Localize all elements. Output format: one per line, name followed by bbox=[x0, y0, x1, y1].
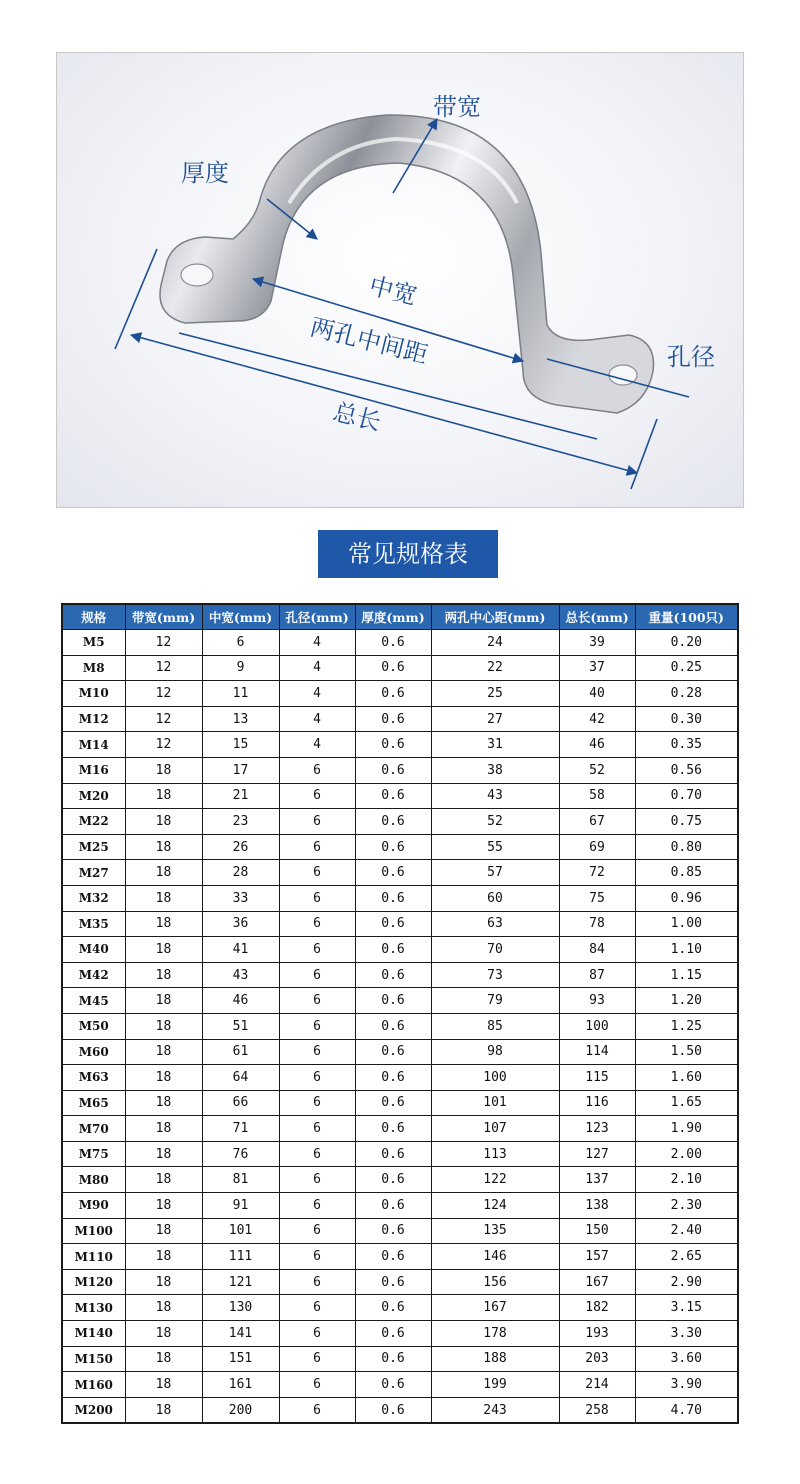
cell-spec: M12 bbox=[62, 706, 125, 732]
cell-hole-center-distance: 57 bbox=[431, 860, 559, 886]
cell-middle-width: 51 bbox=[202, 1013, 279, 1039]
cell-middle-width: 81 bbox=[202, 1167, 279, 1193]
cell-weight: 0.28 bbox=[635, 681, 738, 707]
cell-spec: M45 bbox=[62, 988, 125, 1014]
cell-total-length: 67 bbox=[559, 809, 635, 835]
cell-middle-width: 61 bbox=[202, 1039, 279, 1065]
table-row bbox=[62, 1269, 738, 1295]
cell-thickness: 0.6 bbox=[355, 757, 431, 783]
cell-spec: M27 bbox=[62, 860, 125, 886]
cell-band-width: 18 bbox=[125, 1090, 202, 1116]
band-width-label: 带宽 bbox=[433, 93, 481, 121]
cell-middle-width: 66 bbox=[202, 1090, 279, 1116]
spec-table bbox=[61, 603, 739, 1424]
cell-total-length: 84 bbox=[559, 937, 635, 963]
header-hole-diameter: 孔径(mm) bbox=[279, 604, 355, 630]
cell-middle-width: 13 bbox=[202, 706, 279, 732]
cell-spec: M110 bbox=[62, 1244, 125, 1270]
table-row bbox=[62, 937, 738, 963]
cell-total-length: 37 bbox=[559, 655, 635, 681]
cell-weight: 2.10 bbox=[635, 1167, 738, 1193]
cell-thickness: 0.6 bbox=[355, 1295, 431, 1321]
cell-hole-diameter: 6 bbox=[279, 885, 355, 911]
cell-total-length: 116 bbox=[559, 1090, 635, 1116]
cell-spec: M200 bbox=[62, 1397, 125, 1423]
cell-band-width: 12 bbox=[125, 630, 202, 656]
cell-spec: M90 bbox=[62, 1193, 125, 1219]
table-row bbox=[62, 885, 738, 911]
header-thickness: 厚度(mm) bbox=[355, 604, 431, 630]
cell-hole-center-distance: 52 bbox=[431, 809, 559, 835]
cell-weight: 0.85 bbox=[635, 860, 738, 886]
cell-thickness: 0.6 bbox=[355, 1244, 431, 1270]
cell-middle-width: 41 bbox=[202, 937, 279, 963]
cell-band-width: 18 bbox=[125, 783, 202, 809]
cell-band-width: 18 bbox=[125, 834, 202, 860]
cell-thickness: 0.6 bbox=[355, 732, 431, 758]
cell-total-length: 69 bbox=[559, 834, 635, 860]
cell-hole-center-distance: 100 bbox=[431, 1065, 559, 1091]
table-row bbox=[62, 911, 738, 937]
cell-total-length: 123 bbox=[559, 1116, 635, 1142]
table-row bbox=[62, 1167, 738, 1193]
cell-hole-center-distance: 122 bbox=[431, 1167, 559, 1193]
table-row bbox=[62, 1193, 738, 1219]
total-length-label: 总长 bbox=[330, 397, 384, 437]
cell-thickness: 0.6 bbox=[355, 937, 431, 963]
header-middle-width: 中宽(mm) bbox=[202, 604, 279, 630]
cell-thickness: 0.6 bbox=[355, 1065, 431, 1091]
cell-hole-diameter: 4 bbox=[279, 732, 355, 758]
cell-weight: 1.50 bbox=[635, 1039, 738, 1065]
cell-middle-width: 64 bbox=[202, 1065, 279, 1091]
table-row bbox=[62, 1090, 738, 1116]
cell-hole-center-distance: 101 bbox=[431, 1090, 559, 1116]
cell-hole-center-distance: 98 bbox=[431, 1039, 559, 1065]
cell-band-width: 18 bbox=[125, 1167, 202, 1193]
cell-spec: M5 bbox=[62, 630, 125, 656]
cell-spec: M160 bbox=[62, 1372, 125, 1398]
cell-middle-width: 91 bbox=[202, 1193, 279, 1219]
cell-thickness: 0.6 bbox=[355, 783, 431, 809]
table-row bbox=[62, 1372, 738, 1398]
cell-middle-width: 33 bbox=[202, 885, 279, 911]
cell-weight: 1.65 bbox=[635, 1090, 738, 1116]
cell-thickness: 0.6 bbox=[355, 706, 431, 732]
cell-hole-center-distance: 85 bbox=[431, 1013, 559, 1039]
cell-band-width: 18 bbox=[125, 1346, 202, 1372]
table-row bbox=[62, 732, 738, 758]
cell-total-length: 115 bbox=[559, 1065, 635, 1091]
table-row bbox=[62, 1321, 738, 1347]
cell-spec: M80 bbox=[62, 1167, 125, 1193]
cell-hole-diameter: 6 bbox=[279, 1218, 355, 1244]
cell-middle-width: 23 bbox=[202, 809, 279, 835]
cell-band-width: 18 bbox=[125, 1193, 202, 1219]
header-spec: 规格 bbox=[62, 604, 125, 630]
cell-spec: M65 bbox=[62, 1090, 125, 1116]
cell-hole-diameter: 6 bbox=[279, 1295, 355, 1321]
table-row bbox=[62, 1013, 738, 1039]
cell-hole-diameter: 6 bbox=[279, 1269, 355, 1295]
cell-total-length: 150 bbox=[559, 1218, 635, 1244]
cell-total-length: 114 bbox=[559, 1039, 635, 1065]
cell-middle-width: 28 bbox=[202, 860, 279, 886]
cell-weight: 1.20 bbox=[635, 988, 738, 1014]
cell-hole-center-distance: 27 bbox=[431, 706, 559, 732]
cell-thickness: 0.6 bbox=[355, 655, 431, 681]
cell-weight: 0.35 bbox=[635, 732, 738, 758]
cell-total-length: 93 bbox=[559, 988, 635, 1014]
cell-total-length: 167 bbox=[559, 1269, 635, 1295]
cell-hole-diameter: 6 bbox=[279, 1193, 355, 1219]
cell-weight: 4.70 bbox=[635, 1397, 738, 1423]
cell-weight: 0.75 bbox=[635, 809, 738, 835]
table-row bbox=[62, 630, 738, 656]
cell-hole-diameter: 6 bbox=[279, 988, 355, 1014]
cell-weight: 1.90 bbox=[635, 1116, 738, 1142]
hole-diameter-label: 孔径 bbox=[667, 343, 715, 371]
cell-total-length: 127 bbox=[559, 1141, 635, 1167]
cell-thickness: 0.6 bbox=[355, 860, 431, 886]
cell-weight: 1.15 bbox=[635, 962, 738, 988]
cell-hole-center-distance: 113 bbox=[431, 1141, 559, 1167]
cell-middle-width: 141 bbox=[202, 1321, 279, 1347]
cell-hole-center-distance: 43 bbox=[431, 783, 559, 809]
cell-hole-center-distance: 31 bbox=[431, 732, 559, 758]
cell-weight: 1.60 bbox=[635, 1065, 738, 1091]
cell-weight: 0.20 bbox=[635, 630, 738, 656]
cell-weight: 0.96 bbox=[635, 885, 738, 911]
table-header-row bbox=[62, 604, 738, 630]
cell-band-width: 18 bbox=[125, 1397, 202, 1423]
cell-band-width: 18 bbox=[125, 1321, 202, 1347]
cell-weight: 2.40 bbox=[635, 1218, 738, 1244]
cell-middle-width: 130 bbox=[202, 1295, 279, 1321]
cell-middle-width: 101 bbox=[202, 1218, 279, 1244]
cell-hole-diameter: 4 bbox=[279, 706, 355, 732]
cell-spec: M16 bbox=[62, 757, 125, 783]
cell-hole-center-distance: 70 bbox=[431, 937, 559, 963]
cell-hole-diameter: 6 bbox=[279, 1039, 355, 1065]
cell-band-width: 18 bbox=[125, 1065, 202, 1091]
cell-thickness: 0.6 bbox=[355, 1397, 431, 1423]
cell-spec: M20 bbox=[62, 783, 125, 809]
cell-hole-diameter: 6 bbox=[279, 1321, 355, 1347]
cell-spec: M60 bbox=[62, 1039, 125, 1065]
cell-weight: 3.30 bbox=[635, 1321, 738, 1347]
cell-hole-center-distance: 146 bbox=[431, 1244, 559, 1270]
cell-hole-center-distance: 124 bbox=[431, 1193, 559, 1219]
cell-middle-width: 26 bbox=[202, 834, 279, 860]
cell-middle-width: 76 bbox=[202, 1141, 279, 1167]
table-row bbox=[62, 783, 738, 809]
cell-total-length: 46 bbox=[559, 732, 635, 758]
cell-hole-diameter: 6 bbox=[279, 1167, 355, 1193]
cell-middle-width: 46 bbox=[202, 988, 279, 1014]
cell-weight: 3.60 bbox=[635, 1346, 738, 1372]
cell-hole-diameter: 6 bbox=[279, 1397, 355, 1423]
cell-hole-diameter: 6 bbox=[279, 1090, 355, 1116]
cell-thickness: 0.6 bbox=[355, 1039, 431, 1065]
cell-weight: 3.15 bbox=[635, 1295, 738, 1321]
table-row bbox=[62, 834, 738, 860]
cell-hole-center-distance: 178 bbox=[431, 1321, 559, 1347]
cell-thickness: 0.6 bbox=[355, 630, 431, 656]
thickness-label: 厚度 bbox=[181, 159, 229, 187]
cell-thickness: 0.6 bbox=[355, 1372, 431, 1398]
cell-total-length: 157 bbox=[559, 1244, 635, 1270]
hole-center-distance-label: 两孔中间距 bbox=[307, 312, 431, 370]
cell-weight: 1.00 bbox=[635, 911, 738, 937]
cell-hole-diameter: 6 bbox=[279, 1346, 355, 1372]
cell-total-length: 193 bbox=[559, 1321, 635, 1347]
cell-hole-diameter: 6 bbox=[279, 1065, 355, 1091]
cell-hole-center-distance: 63 bbox=[431, 911, 559, 937]
cell-band-width: 18 bbox=[125, 1218, 202, 1244]
cell-weight: 2.30 bbox=[635, 1193, 738, 1219]
cell-band-width: 18 bbox=[125, 988, 202, 1014]
cell-thickness: 0.6 bbox=[355, 1090, 431, 1116]
table-row bbox=[62, 1141, 738, 1167]
cell-spec: M150 bbox=[62, 1346, 125, 1372]
cell-hole-diameter: 6 bbox=[279, 962, 355, 988]
cell-total-length: 214 bbox=[559, 1372, 635, 1398]
cell-total-length: 58 bbox=[559, 783, 635, 809]
cell-spec: M42 bbox=[62, 962, 125, 988]
cell-hole-center-distance: 135 bbox=[431, 1218, 559, 1244]
cell-hole-center-distance: 167 bbox=[431, 1295, 559, 1321]
cell-hole-diameter: 4 bbox=[279, 655, 355, 681]
cell-middle-width: 17 bbox=[202, 757, 279, 783]
cell-middle-width: 6 bbox=[202, 630, 279, 656]
cell-thickness: 0.6 bbox=[355, 1346, 431, 1372]
cell-middle-width: 111 bbox=[202, 1244, 279, 1270]
cell-band-width: 18 bbox=[125, 962, 202, 988]
cell-band-width: 12 bbox=[125, 732, 202, 758]
cell-hole-diameter: 6 bbox=[279, 757, 355, 783]
cell-thickness: 0.6 bbox=[355, 681, 431, 707]
cell-hole-center-distance: 188 bbox=[431, 1346, 559, 1372]
cell-weight: 2.90 bbox=[635, 1269, 738, 1295]
cell-spec: M35 bbox=[62, 911, 125, 937]
cell-hole-center-distance: 22 bbox=[431, 655, 559, 681]
cell-total-length: 52 bbox=[559, 757, 635, 783]
cell-thickness: 0.6 bbox=[355, 885, 431, 911]
table-row bbox=[62, 1346, 738, 1372]
cell-weight: 2.00 bbox=[635, 1141, 738, 1167]
cell-hole-diameter: 6 bbox=[279, 860, 355, 886]
cell-thickness: 0.6 bbox=[355, 988, 431, 1014]
cell-hole-diameter: 4 bbox=[279, 630, 355, 656]
header-weight: 重量(100只) bbox=[635, 604, 738, 630]
cell-hole-center-distance: 243 bbox=[431, 1397, 559, 1423]
cell-middle-width: 200 bbox=[202, 1397, 279, 1423]
cell-hole-diameter: 6 bbox=[279, 1013, 355, 1039]
cell-total-length: 72 bbox=[559, 860, 635, 886]
cell-total-length: 182 bbox=[559, 1295, 635, 1321]
cell-spec: M70 bbox=[62, 1116, 125, 1142]
cell-spec: M32 bbox=[62, 885, 125, 911]
cell-middle-width: 36 bbox=[202, 911, 279, 937]
cell-spec: M10 bbox=[62, 681, 125, 707]
cell-hole-diameter: 4 bbox=[279, 681, 355, 707]
cell-total-length: 138 bbox=[559, 1193, 635, 1219]
cell-band-width: 18 bbox=[125, 809, 202, 835]
table-row bbox=[62, 1218, 738, 1244]
cell-spec: M75 bbox=[62, 1141, 125, 1167]
cell-middle-width: 43 bbox=[202, 962, 279, 988]
cell-hole-diameter: 6 bbox=[279, 1372, 355, 1398]
cell-total-length: 40 bbox=[559, 681, 635, 707]
cell-spec: M140 bbox=[62, 1321, 125, 1347]
cell-spec: M100 bbox=[62, 1218, 125, 1244]
cell-hole-center-distance: 24 bbox=[431, 630, 559, 656]
cell-band-width: 12 bbox=[125, 655, 202, 681]
cell-hole-diameter: 6 bbox=[279, 809, 355, 835]
cell-band-width: 18 bbox=[125, 1295, 202, 1321]
cell-band-width: 18 bbox=[125, 757, 202, 783]
header-hole-center-distance: 两孔中心距(mm) bbox=[431, 604, 559, 630]
cell-hole-diameter: 6 bbox=[279, 911, 355, 937]
cell-weight: 2.65 bbox=[635, 1244, 738, 1270]
cell-total-length: 258 bbox=[559, 1397, 635, 1423]
cell-hole-center-distance: 107 bbox=[431, 1116, 559, 1142]
cell-thickness: 0.6 bbox=[355, 1218, 431, 1244]
cell-weight: 3.90 bbox=[635, 1372, 738, 1398]
table-row bbox=[62, 1116, 738, 1142]
cell-hole-center-distance: 38 bbox=[431, 757, 559, 783]
cell-hole-diameter: 6 bbox=[279, 1244, 355, 1270]
cell-hole-center-distance: 199 bbox=[431, 1372, 559, 1398]
cell-band-width: 18 bbox=[125, 911, 202, 937]
cell-weight: 0.70 bbox=[635, 783, 738, 809]
cell-hole-diameter: 6 bbox=[279, 1141, 355, 1167]
cell-hole-center-distance: 156 bbox=[431, 1269, 559, 1295]
cell-hole-diameter: 6 bbox=[279, 937, 355, 963]
cell-thickness: 0.6 bbox=[355, 1269, 431, 1295]
cell-hole-center-distance: 79 bbox=[431, 988, 559, 1014]
cell-band-width: 18 bbox=[125, 860, 202, 886]
table-row bbox=[62, 962, 738, 988]
cell-middle-width: 11 bbox=[202, 681, 279, 707]
cell-hole-center-distance: 55 bbox=[431, 834, 559, 860]
cell-band-width: 12 bbox=[125, 706, 202, 732]
cell-middle-width: 161 bbox=[202, 1372, 279, 1398]
cell-weight: 0.56 bbox=[635, 757, 738, 783]
cell-middle-width: 21 bbox=[202, 783, 279, 809]
cell-spec: M40 bbox=[62, 937, 125, 963]
cell-band-width: 18 bbox=[125, 1116, 202, 1142]
cell-thickness: 0.6 bbox=[355, 834, 431, 860]
cell-hole-center-distance: 60 bbox=[431, 885, 559, 911]
cell-band-width: 18 bbox=[125, 1013, 202, 1039]
cell-spec: M8 bbox=[62, 655, 125, 681]
cell-middle-width: 151 bbox=[202, 1346, 279, 1372]
product-diagram bbox=[56, 52, 744, 508]
cell-weight: 1.25 bbox=[635, 1013, 738, 1039]
table-row bbox=[62, 988, 738, 1014]
cell-thickness: 0.6 bbox=[355, 1193, 431, 1219]
table-row bbox=[62, 1397, 738, 1423]
cell-weight: 0.25 bbox=[635, 655, 738, 681]
middle-width-label: 中宽 bbox=[366, 271, 420, 311]
cell-spec: M50 bbox=[62, 1013, 125, 1039]
cell-band-width: 18 bbox=[125, 1244, 202, 1270]
table-row bbox=[62, 1039, 738, 1065]
cell-total-length: 87 bbox=[559, 962, 635, 988]
cell-hole-diameter: 6 bbox=[279, 834, 355, 860]
cell-weight: 0.30 bbox=[635, 706, 738, 732]
cell-weight: 1.10 bbox=[635, 937, 738, 963]
table-row bbox=[62, 809, 738, 835]
cell-thickness: 0.6 bbox=[355, 962, 431, 988]
cell-band-width: 18 bbox=[125, 1269, 202, 1295]
cell-band-width: 18 bbox=[125, 1039, 202, 1065]
cell-total-length: 39 bbox=[559, 630, 635, 656]
table-row bbox=[62, 1295, 738, 1321]
cell-band-width: 18 bbox=[125, 1372, 202, 1398]
cell-total-length: 78 bbox=[559, 911, 635, 937]
cell-band-width: 18 bbox=[125, 937, 202, 963]
cell-total-length: 75 bbox=[559, 885, 635, 911]
cell-middle-width: 71 bbox=[202, 1116, 279, 1142]
cell-thickness: 0.6 bbox=[355, 809, 431, 835]
cell-spec: M14 bbox=[62, 732, 125, 758]
cell-thickness: 0.6 bbox=[355, 1321, 431, 1347]
cell-thickness: 0.6 bbox=[355, 1013, 431, 1039]
cell-band-width: 18 bbox=[125, 1141, 202, 1167]
cell-spec: M25 bbox=[62, 834, 125, 860]
cell-band-width: 12 bbox=[125, 681, 202, 707]
table-row bbox=[62, 1244, 738, 1270]
cell-band-width: 18 bbox=[125, 885, 202, 911]
table-body bbox=[62, 630, 738, 1424]
table-row bbox=[62, 860, 738, 886]
table-row bbox=[62, 1065, 738, 1091]
cell-middle-width: 9 bbox=[202, 655, 279, 681]
cell-thickness: 0.6 bbox=[355, 1116, 431, 1142]
cell-hole-center-distance: 73 bbox=[431, 962, 559, 988]
cell-total-length: 100 bbox=[559, 1013, 635, 1039]
cell-middle-width: 15 bbox=[202, 732, 279, 758]
table-row bbox=[62, 706, 738, 732]
cell-total-length: 203 bbox=[559, 1346, 635, 1372]
table-row bbox=[62, 655, 738, 681]
cell-thickness: 0.6 bbox=[355, 1167, 431, 1193]
cell-spec: M130 bbox=[62, 1295, 125, 1321]
cell-spec: M120 bbox=[62, 1269, 125, 1295]
cell-thickness: 0.6 bbox=[355, 1141, 431, 1167]
table-row bbox=[62, 757, 738, 783]
cell-middle-width: 121 bbox=[202, 1269, 279, 1295]
cell-hole-center-distance: 25 bbox=[431, 681, 559, 707]
cell-hole-diameter: 6 bbox=[279, 783, 355, 809]
cell-spec: M22 bbox=[62, 809, 125, 835]
cell-total-length: 137 bbox=[559, 1167, 635, 1193]
header-band-width: 带宽(mm) bbox=[125, 604, 202, 630]
cell-hole-diameter: 6 bbox=[279, 1116, 355, 1142]
cell-thickness: 0.6 bbox=[355, 911, 431, 937]
cell-weight: 0.80 bbox=[635, 834, 738, 860]
cell-total-length: 42 bbox=[559, 706, 635, 732]
header-total-length: 总长(mm) bbox=[559, 604, 635, 630]
cell-spec: M63 bbox=[62, 1065, 125, 1091]
spec-table-title: 常见规格表 bbox=[318, 530, 498, 578]
table-row bbox=[62, 681, 738, 707]
